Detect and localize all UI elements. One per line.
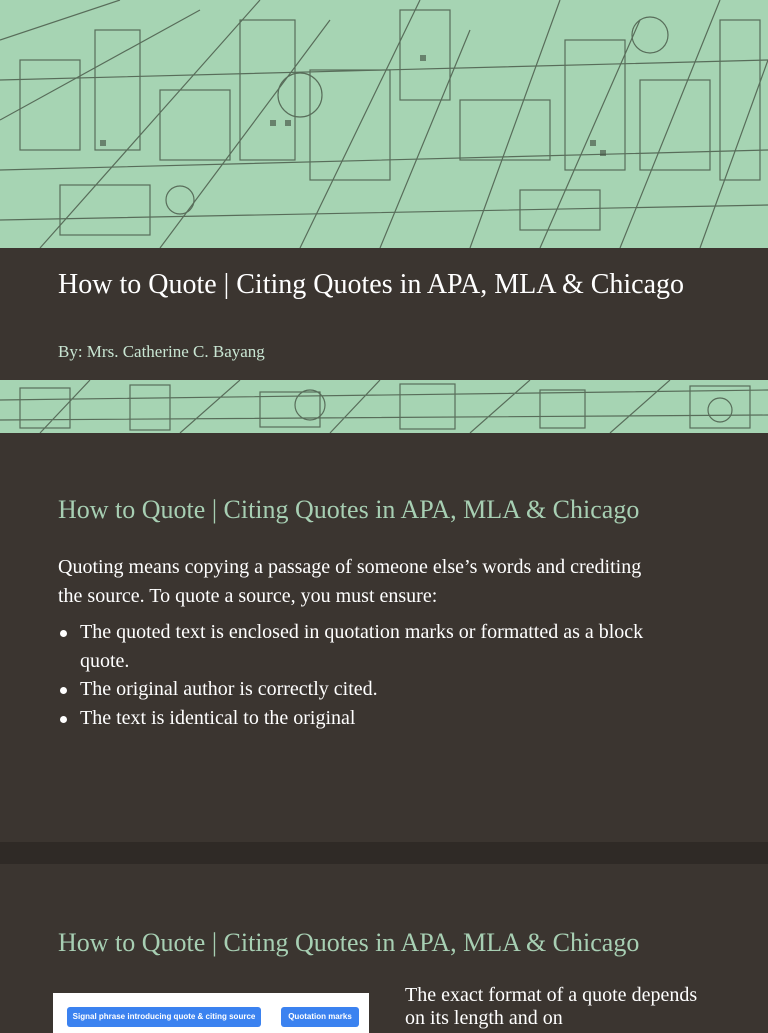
page-title: How to Quote | Citing Quotes in APA, MLA & Chicago xyxy=(58,269,685,300)
figure-tag-quotation-marks: Quotation marks xyxy=(281,1007,359,1027)
figure-tag-signal-phrase: Signal phrase introducing quote & citing source xyxy=(67,1007,261,1027)
city-sketch-strip xyxy=(0,380,768,433)
cover-illustration xyxy=(0,0,768,248)
slide1-heading: How to Quote | Citing Quotes in APA, MLA & Chicago xyxy=(58,495,640,524)
list-item: The quoted text is enclosed in quotation marks or formatted as a block quote. xyxy=(58,618,678,675)
bullet-icon xyxy=(60,630,67,637)
slide1-bullet-list xyxy=(58,618,678,732)
slide2-text: The exact format of a quote depends on its length and on xyxy=(405,984,698,1029)
quote-example-figure xyxy=(53,993,369,1033)
list-item: The original author is correctly cited. xyxy=(58,675,678,704)
bullet-icon xyxy=(60,687,67,694)
city-sketch-image xyxy=(0,0,768,248)
author-byline: By: Mrs. Catherine C. Bayang xyxy=(58,342,265,361)
slide2-heading: How to Quote | Citing Quotes in APA, MLA & Chicago xyxy=(58,928,640,957)
list-item: The text is identical to the original xyxy=(58,704,678,733)
divider-illustration xyxy=(0,380,768,433)
bullet-icon xyxy=(60,716,67,723)
slide-divider xyxy=(0,842,768,864)
slide1-intro: Quoting means copying a passage of someone else’s words and crediting the source. To quote a source, you must ensure: xyxy=(58,556,642,607)
